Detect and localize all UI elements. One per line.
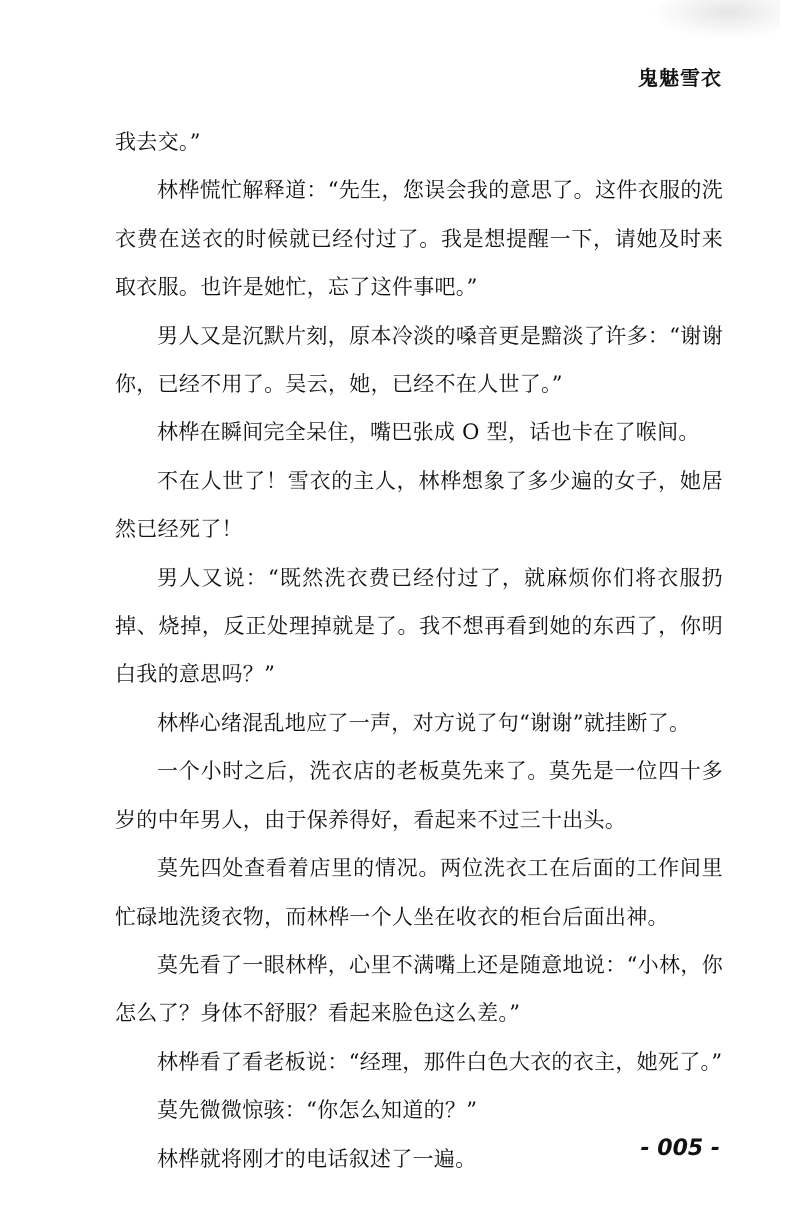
paragraph-5: 不在人世了！雪衣的主人，林桦想象了多少遍的女子，她居然已经死了！ [115, 468, 723, 542]
paragraph-11: 林桦看了看老板说：“经理，那件白色大衣的衣主，她死了。” [157, 1049, 723, 1074]
paragraph-8: 一个小时之后，洗衣店的老板莫先来了。莫先是一位四十多岁的中年男人，由于保养得好，看起来不过三十出头。 [115, 759, 723, 832]
page-corner-smudge [650, 0, 780, 40]
paragraph-7: 林桦心绪混乱地应了一声，对方说了句“谢谢”就挂断了。 [157, 710, 691, 735]
paragraph-9: 莫先四处查看着店里的情况。两位洗衣工在后面的工作间里忙碌地洗烫衣物，而林桦一个人坐在收衣的柜台后面出神。 [115, 856, 723, 929]
running-header: 鬼魅雪衣 [638, 66, 722, 90]
paragraph-12: 莫先微微惊骇：“你怎么知道的？” [157, 1098, 478, 1123]
paragraph-4: 林桦在瞬间完全呆住，嘴巴张成 O 型，话也卡在了喉间。 [157, 420, 700, 445]
paragraph-6: 男人又说：“既然洗衣费已经付过了，就麻烦你们将衣服扔掉、烧掉，反正处理掉就是了。我不想再看到她的东西了，你明白我的意思吗？” [115, 565, 723, 687]
paragraph-1: 我去交。” [115, 130, 201, 154]
paragraph-2: 林桦慌忙解释道：“先生，您误会我的意思了。这件衣服的洗衣费在送衣的时候就已经付过了。我是想提醒一下，请她及时来取衣服。也许是她忙，忘了这件事吧。” [115, 178, 723, 300]
paragraph-10: 莫先看了一眼林桦，心里不满嘴上还是随意地说：“小林，你怎么了？身体不舒服？看起来脸色这么差。” [115, 952, 723, 1026]
page-number: - 005 - [640, 1136, 720, 1161]
paragraph-13: 林桦就将刚才的电话叙述了一遍。 [157, 1146, 477, 1171]
body-text [115, 118, 723, 1183]
paragraph-3: 男人又是沉默片刻，原本冷淡的嗓音更是黯淡了许多：“谢谢你，已经不用了。吴云，她，已经不在人世了。” [115, 323, 723, 397]
